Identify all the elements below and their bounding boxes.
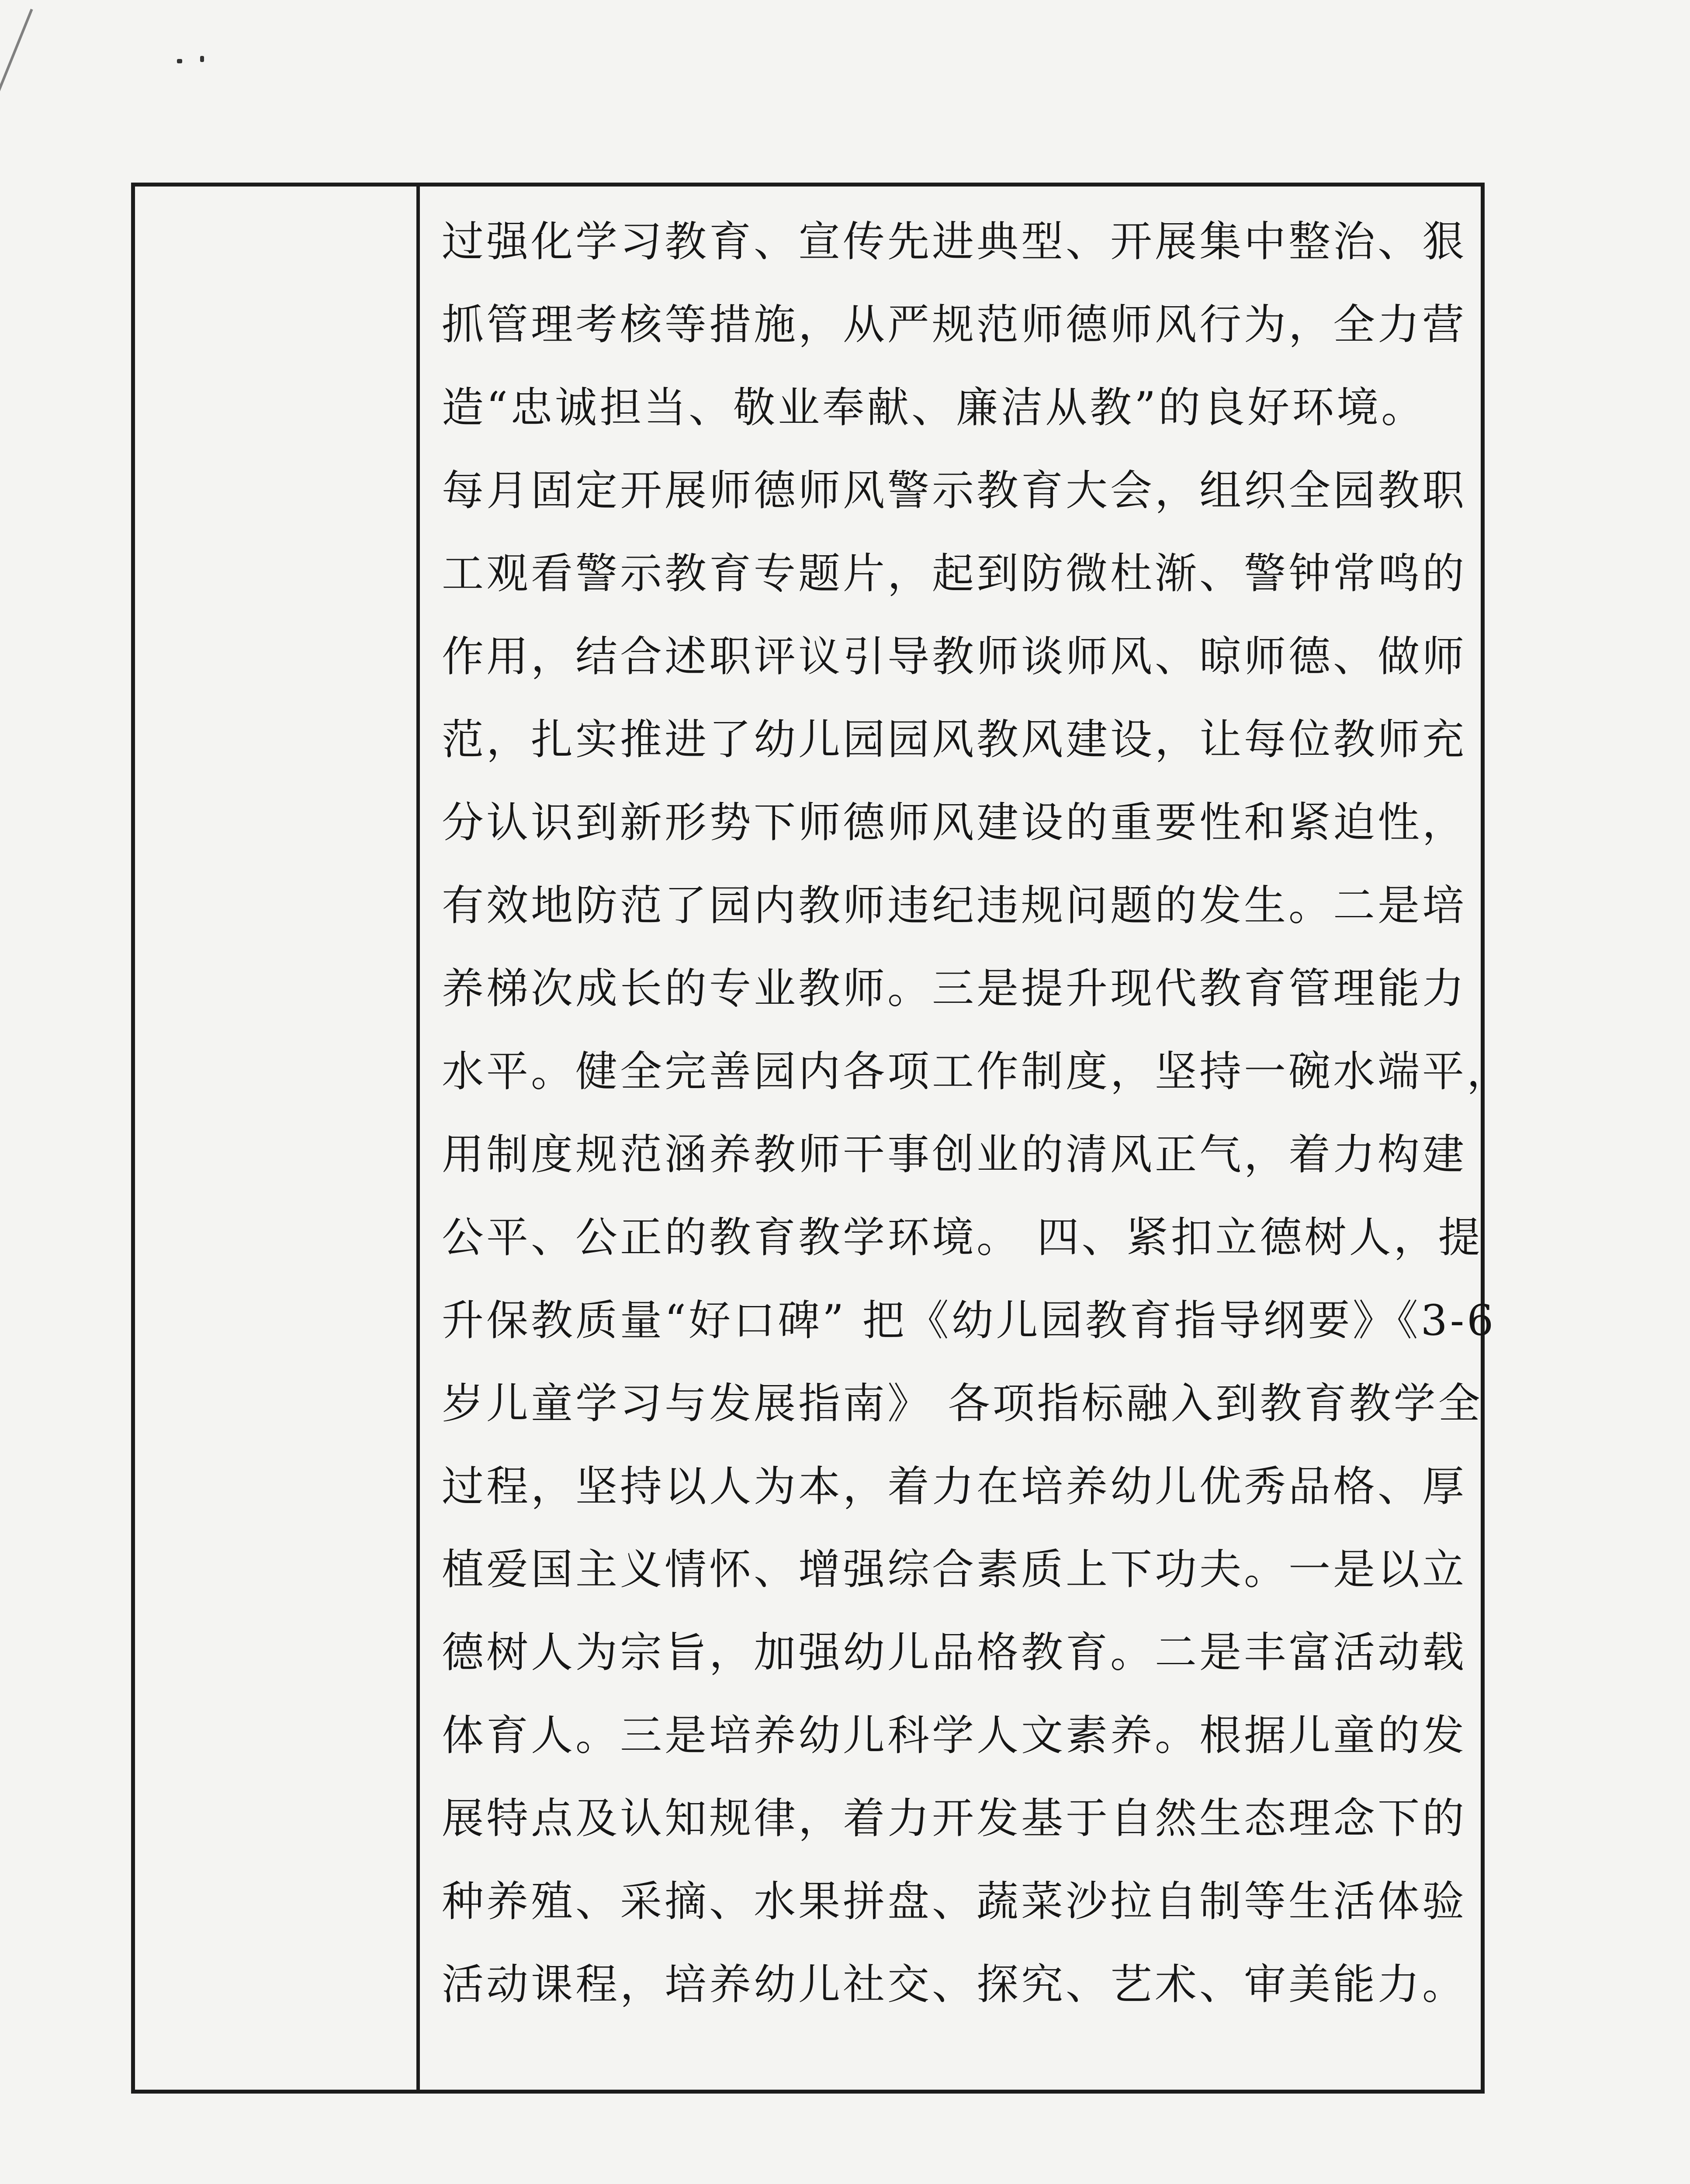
- text-line: 公平、公正的教育教学环境。 四、紧扣立德树人，提: [442, 1213, 1483, 1262]
- text-line: 展特点及认知规律，着力开发基于自然生态理念下的: [442, 1794, 1467, 1843]
- text-line: 造“忠诚担当、敬业奉献、廉洁从教”的良好环境。: [442, 383, 1426, 432]
- text-line: 种养殖、采摘、水果拼盘、蔬菜沙拉自制等生活体验: [442, 1877, 1467, 1926]
- text-line: 用制度规范涵养教师干事创业的清风正气，着力构建: [442, 1130, 1467, 1179]
- label-cell: [135, 187, 420, 2090]
- text-line: 水平。健全完善园内各项工作制度，坚持一碗水端平，: [442, 1047, 1511, 1096]
- text-line: 养梯次成长的专业教师。三是提升现代教育管理能力: [442, 964, 1467, 1013]
- content-cell: [420, 187, 1511, 2090]
- scan-speck: [177, 59, 182, 63]
- text-line: 每月固定开展师德师风警示教育大会，组织全园教职: [442, 466, 1467, 515]
- text-line: 体育人。三是培养幼儿科学人文素养。根据儿童的发: [442, 1711, 1467, 1760]
- text-line: 工观看警示教育专题片，起到防微杜渐、警钟常鸣的: [442, 549, 1467, 598]
- text-line: 范，扎实推进了幼儿园园风教风建设，让每位教师充: [442, 715, 1467, 764]
- text-line: 岁儿童学习与发展指南》 各项指标融入到教育教学全: [442, 1379, 1483, 1428]
- text-line: 升保教质量“好口碑” 把《幼儿园教育指导纲要》《3-6: [442, 1296, 1496, 1345]
- text-line: 过程，坚持以人为本，着力在培养幼儿优秀品格、厚: [442, 1462, 1467, 1511]
- text-line: 分认识到新形势下师德师风建设的重要性和紧迫性，: [442, 798, 1467, 847]
- form-table: [131, 183, 1511, 2094]
- text-line: 过强化学习教育、宣传先进典型、开展集中整治、狠: [442, 217, 1467, 266]
- text-line: 活动课程，培养幼儿社交、探究、艺术、审美能力。: [442, 1960, 1467, 2009]
- text-line: 抓管理考核等措施，从严规范师德师风行为，全力营: [442, 300, 1467, 349]
- text-line: 有效地防范了园内教师违纪违规问题的发生。二是培: [442, 881, 1467, 930]
- text-line: 德树人为宗旨，加强幼儿品格教育。二是丰富活动载: [442, 1628, 1467, 1677]
- text-line: 作用，结合述职评议引导教师谈师风、晾师德、做师: [442, 632, 1467, 681]
- scan-edge-mark: [0, 9, 33, 184]
- scan-speck: [200, 56, 204, 62]
- text-line: 植爱国主义情怀、增强综合素质上下功夫。一是以立: [442, 1545, 1467, 1594]
